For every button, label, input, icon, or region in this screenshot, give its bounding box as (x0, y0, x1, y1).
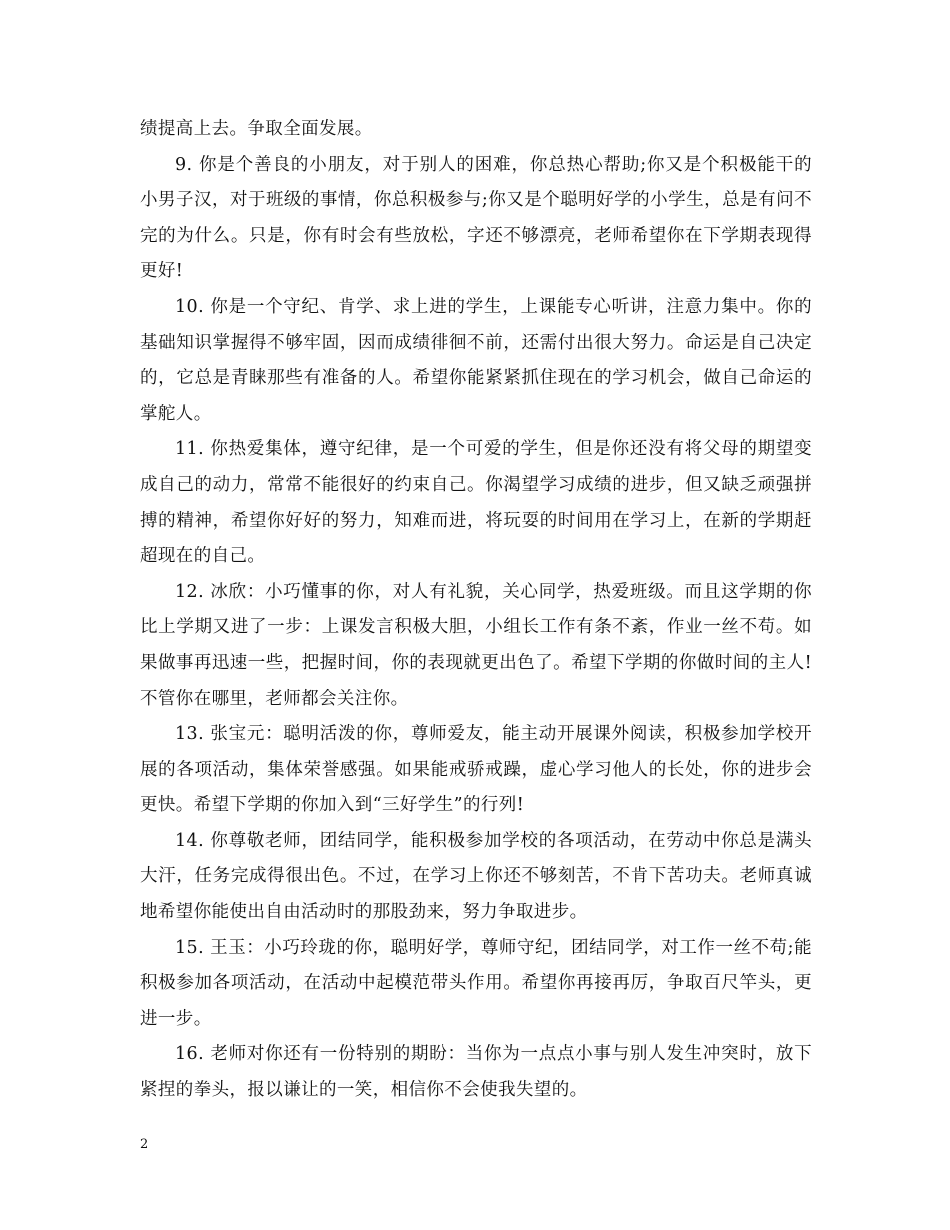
document-body (140, 112, 812, 1109)
paragraph-item-16: 16. 老师对你还有一份特别的期盼：当你为一点点小事与别人发生冲突时，放下紧捏的拳头，报以谦让的一笑，相信你不会使我失望的。 (140, 1044, 812, 1101)
paragraph-item-13: 13. 张宝元：聪明活泼的你，尊师爱友，能主动开展课外阅读，积极参加学校开展的各项活动，集体荣誉感强。如果能戒骄戒躁，虚心学习他人的长处，你的进步会更快。希望下学期的你加入到“三好学生”的行列! (140, 724, 812, 816)
paragraph-item-15: 15. 王玉：小巧玲珑的你，聪明好学，尊师守纪，团结同学，对工作一丝不苟;能积极参加各项活动，在活动中起模范带头作用。希望你再接再厉，争取百尺竿头，更进一步。 (140, 937, 812, 1029)
paragraph-item-10: 10. 你是一个守纪、肯学、求上进的学生，上课能专心听讲，注意力集中。你的基础知识掌握得不够牢固，因而成绩徘徊不前，还需付出很大努力。命运是自己决定的，它总是青睐那些有准备的人。希望你能紧紧抓住现在的学习机会，做自己命运的掌舵人。 (140, 296, 812, 424)
page-number: 2 (140, 1137, 149, 1152)
paragraph-item-9: 9. 你是个善良的小朋友，对于别人的困难，你总热心帮助;你又是个积极能干的小男子汉，对于班级的事情，你总积极参与;你又是个聪明好学的小学生，总是有问不完的为什么。只是，你有时会有些放松，字还不够漂亮，老师希望你在下学期表现得更好! (140, 154, 812, 282)
paragraph-item-12: 12. 冰欣：小巧懂事的你，对人有礼貌，关心同学，热爱班级。而且这学期的你比上学期又进了一步：上课发言积极大胆，小组长工作有条不紊，作业一丝不苟。如果做事再迅速一些，把握时间，你的表现就更出色了。希望下学期的你做时间的主人!不管你在哪里，老师都会关注你。 (140, 581, 812, 709)
paragraph-continuation: 绩提高上去。争取全面发展。 (140, 119, 373, 139)
paragraph-item-11: 11. 你热爱集体，遵守纪律，是一个可爱的学生，但是你还没有将父母的期望变成自己的动力，常常不能很好的约束自己。你渴望学习成绩的进步，但又缺乏顽强拼搏的精神，希望你好好的努力，知难而进，将玩耍的时间用在学习上，在新的学期赶超现在的自己。 (140, 439, 812, 567)
paragraph-item-14: 14. 你尊敬老师，团结同学，能积极参加学校的各项活动，在劳动中你总是满头大汗，任务完成得很出色。不过，在学习上你还不够刻苦，不肯下苦功夫。老师真诚地希望你能使出自由活动时的那股劲来，努力争取进步。 (140, 830, 812, 923)
